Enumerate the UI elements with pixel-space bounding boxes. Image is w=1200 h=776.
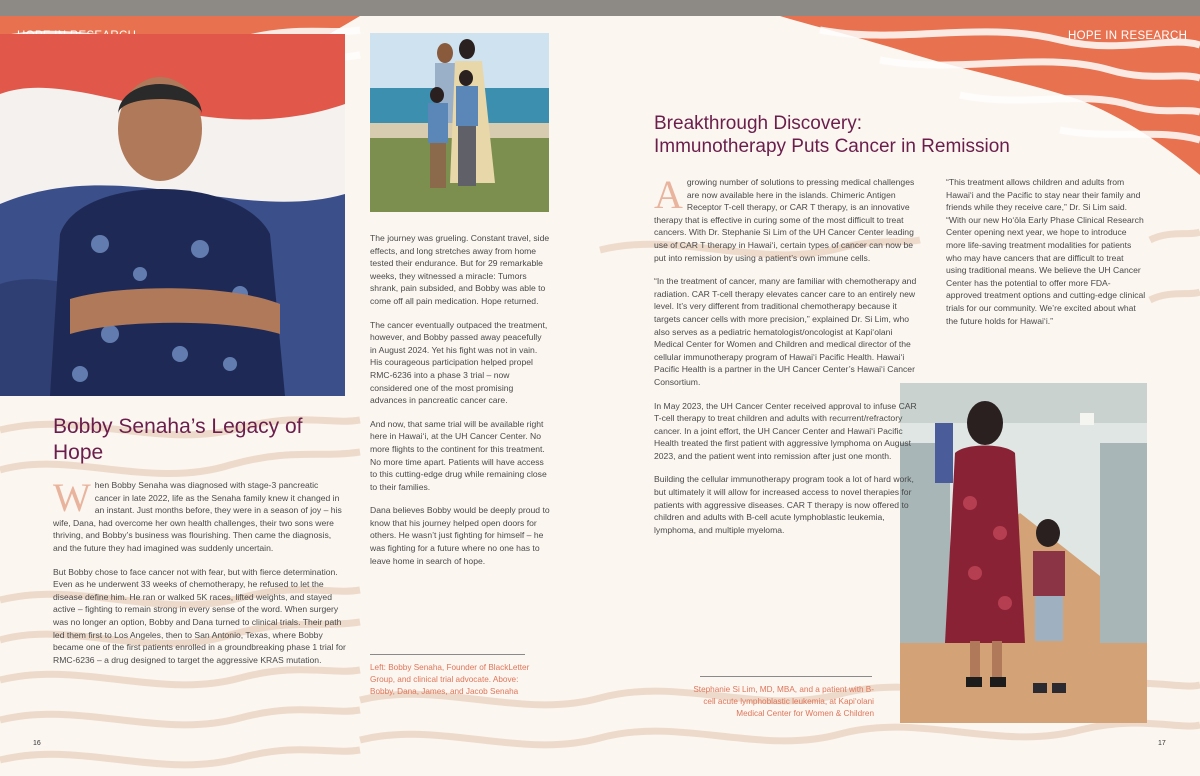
left-paragraph-2: But Bobby chose to face cancer not with fear, but with fierce determination. Even as he underwent 33 weeks of chemotherapy, he refused to let the disease define him. He ran or walked 5K races, lifted weights, and stayed active – fighting to remain strong in every sense of the word. When surgery was no longer an option, Bobby and Dana turned to clinical trials. Their path led them first to Los Angeles, then to San Antonio, Texas, where Bobby became one of the first patients enrolled in a groundbreaking phase 1 trial for RMC-6236 – a drug designed to target the aggressive KRAS mutation. <box>53 566 346 665</box>
right-intro-paragraph <box>654 172 920 264</box>
left-caption-rule <box>370 654 525 655</box>
family-photo <box>370 33 549 212</box>
right-col1-paragraph-3: In May 2023, the UH Cancer Center received approval to infuse CAR T-cell therapy to treat children and adults with recurrent/refractory cancer. In a joint effort, the UH Cancer Center and Hawai‘i Pacific Health treated the first patient with aggressive lymphoma on August 2023, and the patient went into remission after just one month. <box>654 400 917 461</box>
left-col2-paragraph-2: The cancer eventually outpaced the treatment, however, and Bobby passed away peacefully in August 2024. Yet his fight was not in vain. His courageous participation helped propel RMC-6236 into a phase 3 trial – now considered one of the most promising advances in pancreatic cancer care. <box>370 319 548 406</box>
left-col2-paragraph-4: Dana believes Bobby would be deeply proud to know that his journey helped open doors for others. He wasn’t just fighting for himself – he was fighting for a future where no one has to leave home in search of hope. <box>370 505 550 566</box>
left-dropcap: W <box>53 475 91 520</box>
right-article-column-1 <box>654 172 920 547</box>
right-page-number: 17 <box>1158 740 1166 747</box>
left-page-number: 16 <box>33 740 41 747</box>
right-col1-paragraph-4: Building the cellular immunotherapy program took a lot of hard work, but ultimately it will allow for increased access to novel therapies for patients with aggressive diseases. CAR T therapy is now offered to children and adults with B-cell acute lymphoblastic leukemia, lymphoma, and multiple myeloma. <box>654 474 914 535</box>
right-photo-caption: Stephanie Si Lim, MD, MBA, and a patient with B-cell acute lymphoblastic leukemia, at Kapi‘olani Medical Center for Women & Children <box>693 685 874 719</box>
left-article-column-1 <box>53 475 346 677</box>
left-intro-paragraph <box>53 475 346 555</box>
left-col2-paragraph-3: And now, that same trial will be available right here in Hawai‘i, at the UH Cancer Center. No more flights to the continent for this treatment. No more time apart. Patients will have access to this cutting-edge drug while remaining close to their families. <box>370 418 547 492</box>
right-title-line-2: Immunotherapy Puts Cancer in Remission <box>654 136 1010 158</box>
left-article-column-2 <box>370 232 550 578</box>
right-title-line-1: Breakthrough Discovery: <box>654 113 863 134</box>
right-col1-paragraph-2: “In the treatment of cancer, many are familiar with chemotherapy and radiation. CAR T-cell therapy elevates cancer care to an entirely new level. It’s very different from traditional chemotherapy because it targets cancer cells with more precision,” explained Dr. Si Lim, who also serves as a pediatric hematologist/oncologist at Kapi‘olani Medical Center for Women and Children and medical director of the cellular immunotherapy program of Hawai‘i Pacific Health. Hawai‘i Pacific Health is a partner in the UH Cancer Center’s Hawai‘i Cancer Consortium. <box>654 276 917 387</box>
right-article-column-2 <box>946 176 1146 338</box>
left-intro-text: hen Bobby Senaha was diagnosed with stage-3 pancreatic cancer in late 2022, life as the Senaha family knew it changed in an instant. Just months before, they were in a season of joy – his wife, Dana, had overcome her own health challenges, their two sons were thriving, and Bobby’s business was flourishing. Then came the diagnosis, and the future they had imagined was suddenly uncertain. <box>53 480 342 553</box>
right-caption-rule <box>700 676 872 677</box>
left-page-title: Bobby Senaha’s Legacy of Hope <box>53 415 303 464</box>
right-page-title <box>654 112 1074 158</box>
section-label-right: HOPE IN RESEARCH <box>1068 30 1188 42</box>
left-col2-paragraph-1: The journey was grueling. Constant travel, side effects, and long stretches away from home tested their endurance. But for 29 remarkable weeks, they witnessed a miracle: Tumors shrank, pain subsided, and Bobby was able to come off all pain medication. Hope returned. <box>370 233 550 306</box>
right-col2-paragraph: “This treatment allows children and adults from Hawai‘i and the Pacific to stay near their family and friends while they receive care,” Dr. Si Lim said. “With our new Ho‘ōla Early Phase Clinical Research Center opening next year, we hope to introduce more life-saving treatment modalities for patients who may have cancers that are difficult to treat using traditional means. We believe the UH Cancer Center has the potential to offer more FDA-approved treatment options and cutting-edge clinical trials for our community. We’re excited about what the future holds for Hawai‘i.” <box>946 177 1146 326</box>
doctor-patient-photo <box>900 383 1147 723</box>
left-photo-caption: Left: Bobby Senaha, Founder of BlackLetter Group, and clinical trial advocate. Above: Bobby, Dana, James, and Jacob Senaha <box>370 663 530 697</box>
portrait-photo <box>0 34 345 396</box>
right-dropcap: A <box>654 172 683 217</box>
right-intro-text: growing number of solutions to pressing medical challenges are now available here in the islands. Chimeric Antigen Receptor T-cell therapy, or CAR T therapy, is an innovative therapy that is effective in curing some of the most difficult to treat cancers. With Dr. Stephanie Si Lim of the UH Cancer Center leading use of CAR T therapy in Hawai‘i, certain types of cancer can now be put into remission by using a patient’s own immune cells. <box>654 177 915 263</box>
